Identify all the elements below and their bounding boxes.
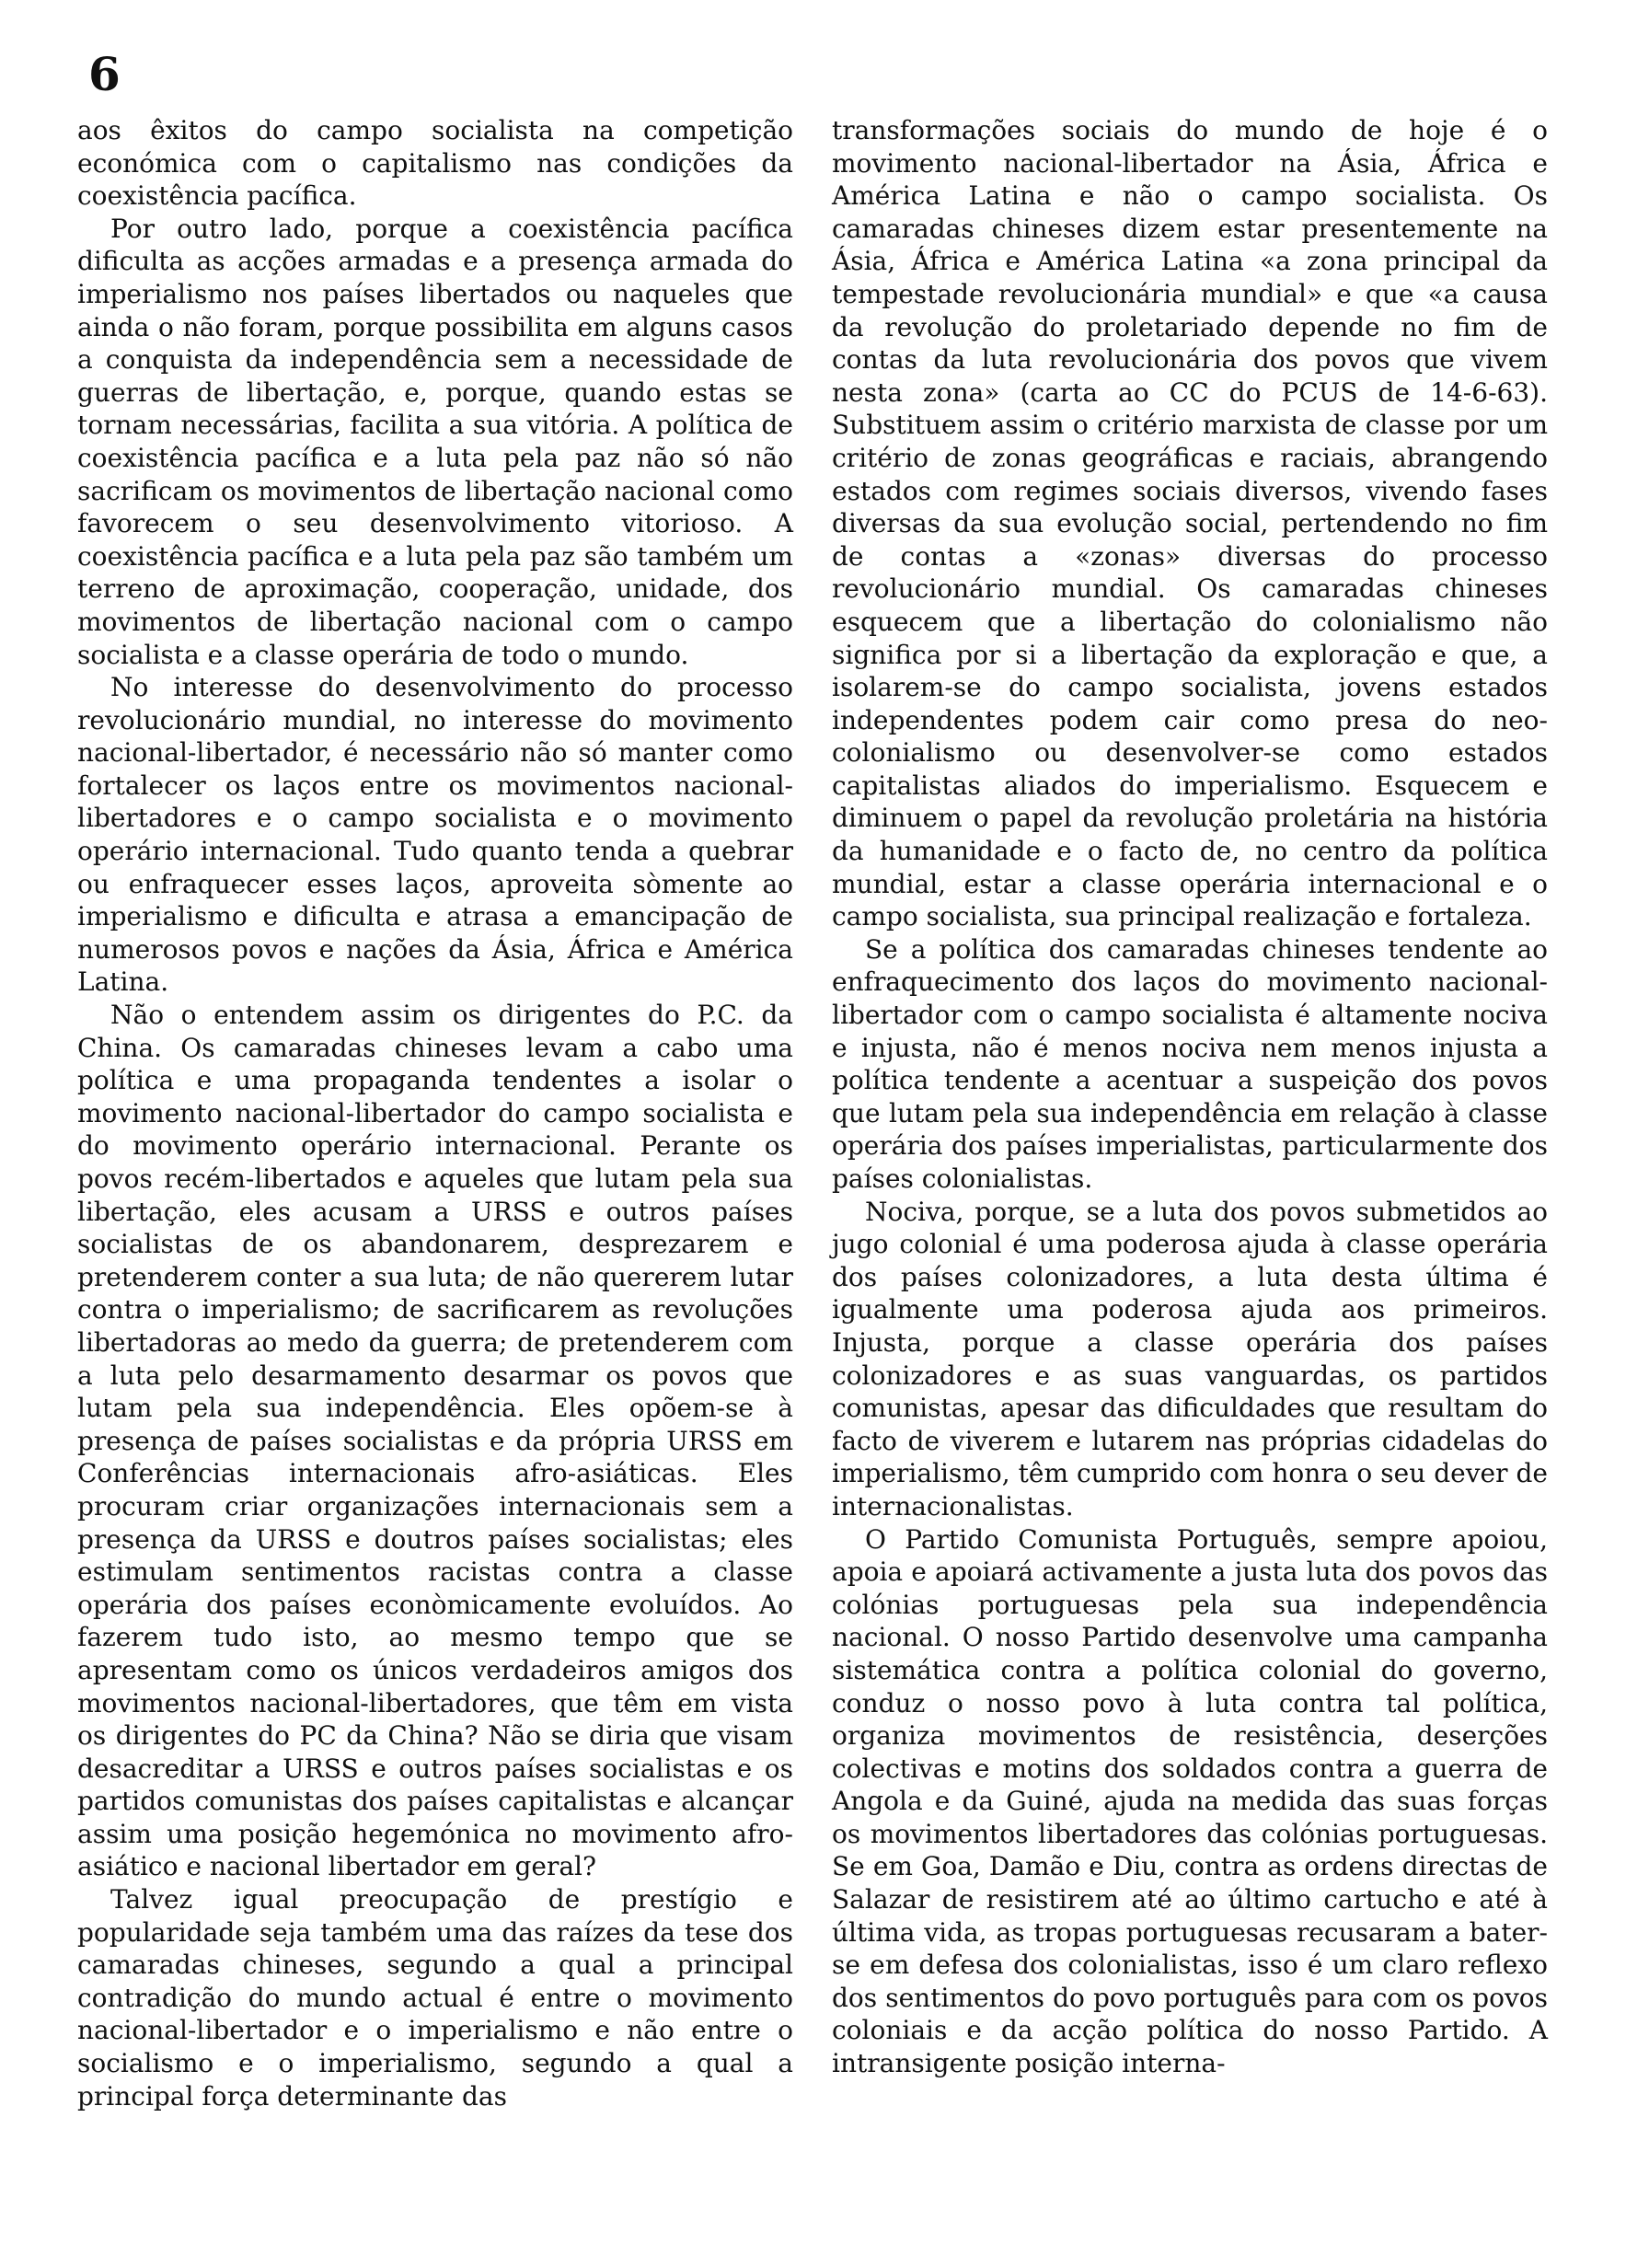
paragraph: O Partido Comunista Português, sempre apoiou, apoia e apoiará activamente a justa luta dos povos das colónias portuguesas pela sua independência nacional. O nosso Partido desenvolve uma campanha sistemática contra a política colonial do governo, conduz o nosso povo à luta contra tal política, organiza movimentos de resistência, deserções colectivas e motins dos soldados contra a guerra de Angola e da Guiné, ajuda na medida das suas forças os movimentos libertadores das colónias portuguesas. Se em Goa, Damão e Diu, contra as ordens directas de Salazar de resistirem até ao último cartucho e até à última vida, as tropas portuguesas recusaram a bater-se em defesa dos colonialistas, isso é um claro reflexo dos sentimentos do povo português para com os povos coloniais e da acção política do nosso Partido. A intransigente posição interna-	[832, 1523, 1548, 2079]
paragraph: Não o entendem assim os dirigentes do P.C. da China. Os camaradas chineses levam a cabo uma política e uma propaganda tendentes a isolar o movimento nacional-libertador do campo socialista e do movimento operário internacional. Perante os povos recém-libertados e aqueles que lutam pela sua libertação, eles acusam a URSS e outros países socialistas de os abandonarem, desprezarem e pretenderem conter a sua luta; de não quererem lutar contra o imperialismo; de sacrificarem as revoluções libertadoras ao medo da guerra; de pretenderem com a luta pelo desarmamento desarmar os povos que lutam pela sua independência. Eles opõem-se à presença de países socialistas e da própria URSS em Conferências internacionais afro-asiáticas. Eles procuram criar organizações internacionais sem a presença da URSS e doutros países socialistas; eles estimulam sentimentos racistas contra a classe operária dos países econòmicamente evoluídos. Ao fazerem tudo isto, ao mesmo tempo que se apresentam como os únicos verdadeiros amigos dos movimentos nacional-libertadores, que têm em vista os dirigentes do PC da China? Não se diria que visam desacreditar a URSS e outros países socialistas e os partidos comunistas dos países capitalistas e alcançar assim uma posição hegemónica no movimento afro-asiático e nacional libertador em geral?	[77, 1000, 793, 1882]
paragraph: Talvez igual preocupação de prestígio e popularidade seja também uma das raízes da tese dos camaradas chineses, segundo a qual a principal contradição do mundo actual é entre o movimento nacional-libertador e o imperialismo e não entre o socialismo e o imperialismo, segundo a qual a principal força determinante das	[77, 1884, 793, 2112]
paragraph: Por outro lado, porque a coexistência pacífica dificulta as acções armadas e a presença armada do imperialismo nos países libertados ou naqueles que ainda o não foram, porque possibilita em alguns casos a conquista da independência sem a necessidade de guerras de libertação, e, porque, quando estas se tornam necessárias, facilita a sua vitória. A política de coexistência pacífica e a luta pela paz não só não sacrificam os movimentos de libertação nacional como favorecem o seu desenvolvimento vitorioso. A coexistência pacífica e a luta pela paz são também um terreno de aproximação, cooperação, unidade, dos movimentos de libertação nacional com o campo socialista e a classe operária de todo o mundo.	[77, 213, 793, 670]
paragraph: No interesse do desenvolvimento do processo revolucionário mundial, no interesse do movimento nacional-libertador, é necessário não só manter como fortalecer os laços entre os movimentos nacional-libertadores e o campo socialista e o movimento operário internacional. Tudo quanto tenda a quebrar ou enfraquecer esses laços, aproveita sòmente ao imperialismo e dificulta e atrasa a emancipação de numerosos povos e nações da Ásia, África e América Latina.	[77, 672, 793, 998]
paragraph: transformações sociais do mundo de hoje é o movimento nacional-libertador na Ásia, África e América Latina e não o campo socialista. Os camaradas chineses dizem estar presentemente na Ásia, África e América Latina «a zona principal da tempestade revolucionária mundial» e que «a causa da revolução do proletariado depende no fim de contas da luta revolucionária dos povos que vivem nesta zona» (carta ao CC do PCUS de 14-6-63). Substituem assim o critério marxista de classe por um critério de zonas geográficas e raciais, abrangendo estados com regimes sociais diversos, vivendo fases diversas da sua evolução social, pertendendo no fim de contas a «zonas» diversas do processo revolucionário mundial. Os camaradas chineses esquecem que a libertação do colonialismo não significa por si a libertação da exploração e que, a isolarem-se do campo socialista, jovens estados independentes podem cair como presa do neo-colonialismo ou desenvolver-se como estados capitalistas aliados do imperialismo. Esquecem e diminuem o papel da revolução proletária na história da humanidade e o facto de, no centro da política mundial, estar a classe operária internacional e o campo socialista, sua principal realização e fortaleza.	[832, 115, 1548, 932]
right-column	[832, 114, 1548, 2080]
paragraph: Se a política dos camaradas chineses tendente ao enfraquecimento dos laços do movimento nacional-libertador com o campo socialista é altamente nociva e injusta, não é menos nociva nem menos injusta a política tendente a acentuar a suspeição dos povos que lutam pela sua independência em relação à classe operária dos países imperialistas, particularmente dos países colonialistas.	[832, 933, 1548, 1194]
left-column	[77, 114, 793, 2112]
paragraph: aos êxitos do campo socialista na competição económica com o capitalismo nas condições da coexistência pacífica.	[77, 115, 793, 212]
page-number: 6	[88, 47, 121, 101]
paragraph: Nociva, porque, se a luta dos povos submetidos ao jugo colonial é uma poderosa ajuda à classe operária dos países colonizadores, a luta desta última é igualmente uma poderosa ajuda aos primeiros. Injusta, porque a classe operária dos países colonizadores e as suas vanguardas, os partidos comunistas, apesar das dificuldades que resultam do facto de viverem e lutarem nas próprias cidadelas do imperialismo, têm cumprido com honra o seu dever de internacionalistas.	[832, 1196, 1548, 1522]
